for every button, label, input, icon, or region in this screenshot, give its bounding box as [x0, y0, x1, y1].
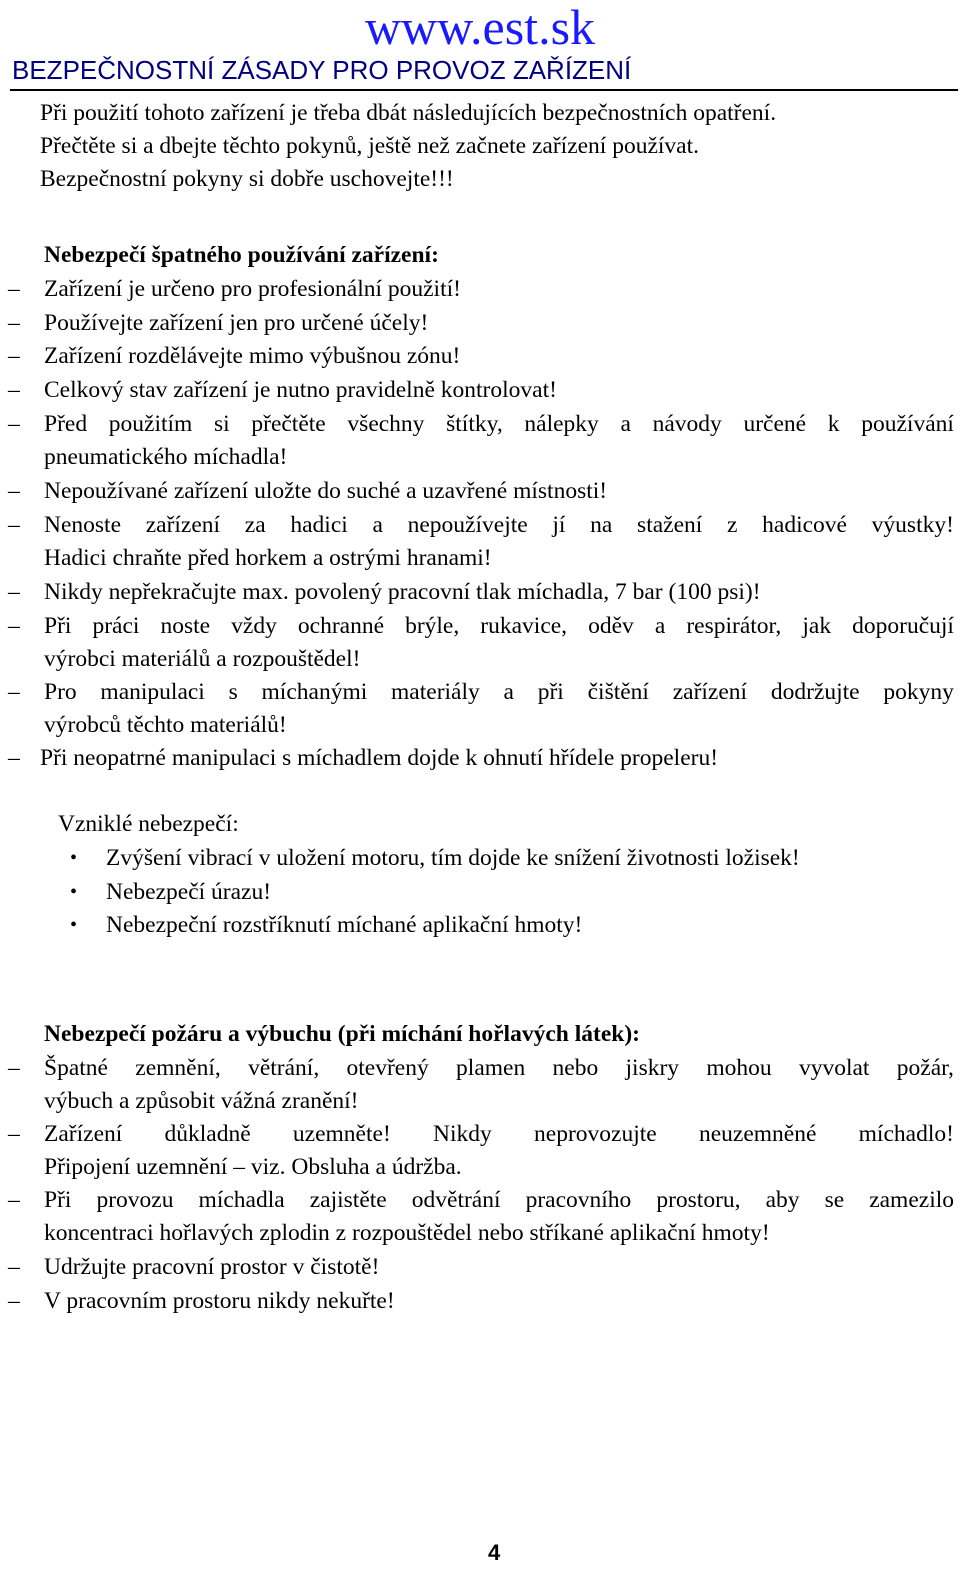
- list-item: Zařízení důkladně uzemněte! Nikdy neprovozujte neuzemněné míchadlo!: [44, 1121, 954, 1147]
- dash-marker: –: [8, 411, 20, 437]
- dash-marker: –: [8, 478, 20, 504]
- list-item: Nikdy nepřekračujte max. povolený pracovní tlak míchadla, 7 bar (100 psi)!: [44, 579, 761, 605]
- list-item: Zařízení je určeno pro profesionální použití!: [44, 276, 461, 302]
- dash-marker: –: [8, 1254, 20, 1280]
- list-item-continuation: výrobci materiálů a rozpouštědel!: [44, 646, 361, 672]
- dash-marker: –: [8, 613, 20, 639]
- dash-marker: –: [8, 579, 20, 605]
- bullet-marker: •: [70, 847, 78, 869]
- intro-line: Bezpečnostní pokyny si dobře uschovejte!!!: [40, 166, 454, 192]
- intro-line: Při použití tohoto zařízení je třeba dbát následujících bezpečnostních opatření.: [40, 100, 777, 126]
- dash-marker: –: [8, 310, 20, 336]
- list-item-continuation: Hadici chraňte před horkem a ostrými hranami!: [44, 545, 492, 571]
- list-item-continuation: Připojení uzemnění – viz. Obsluha a údržba.: [44, 1154, 462, 1180]
- dash-marker: –: [8, 512, 20, 538]
- list-item: V pracovním prostoru nikdy nekuřte!: [44, 1288, 395, 1314]
- list-item: Udržujte pracovní prostor v čistotě!: [44, 1254, 380, 1280]
- list-item: Nepoužívané zařízení uložte do suché a uzavřené místnosti!: [44, 478, 608, 504]
- dash-marker: –: [8, 377, 20, 403]
- title-divider: [10, 89, 958, 91]
- list-item: Při neopatrné manipulaci s míchadlem dojde k ohnutí hřídele propeleru!: [40, 745, 719, 771]
- list-item: Při provozu míchadla zajistěte odvětrání pracovního prostoru, aby se zamezilo: [44, 1187, 954, 1213]
- dash-marker: –: [8, 1055, 20, 1081]
- list-item: Nenoste zařízení za hadici a nepoužívejte jí na stažení z hadicové výustky!: [44, 512, 954, 538]
- bullet-item: Nebezpeční rozstříknutí míchané aplikační hmoty!: [106, 912, 583, 938]
- site-url: www.est.sk: [364, 0, 596, 55]
- dash-marker: –: [8, 1121, 20, 1147]
- page-title: BEZPEČNOSTNÍ ZÁSADY PRO PROVOZ ZAŘÍZENÍ: [12, 55, 632, 85]
- list-item: Pro manipulaci s míchanými materiály a při čištění zařízení dodržujte pokyny: [44, 679, 954, 705]
- section-heading: Nebezpečí požáru a výbuchu (při míchání hořlavých látek):: [44, 1021, 640, 1047]
- bullet-marker: •: [70, 881, 78, 903]
- bullet-item: Zvýšení vibrací v uložení motoru, tím dojde ke snížení životnosti ložisek!: [106, 845, 800, 871]
- list-item: Špatné zemnění, větrání, otevřený plamen nebo jiskry mohou vyvolat požár,: [44, 1055, 954, 1081]
- dash-marker: –: [8, 1187, 20, 1213]
- page-number: 4: [488, 1540, 501, 1565]
- list-item-continuation: pneumatického míchadla!: [44, 444, 288, 470]
- dash-marker: –: [8, 679, 20, 705]
- list-item-continuation: výrobců těchto materiálů!: [44, 712, 287, 738]
- dash-marker: –: [8, 745, 20, 771]
- dash-marker: –: [8, 1288, 20, 1314]
- list-item: Při práci noste vždy ochranné brýle, rukavice, oděv a respirátor, jak doporučují: [44, 613, 954, 639]
- list-item-continuation: výbuch a způsobit vážná zranění!: [44, 1088, 359, 1114]
- bullet-marker: •: [70, 914, 78, 936]
- list-item: Používejte zařízení jen pro určené účely!: [44, 310, 429, 336]
- list-item: Před použitím si přečtěte všechny štítky, nálepky a návody určené k používání: [44, 411, 954, 437]
- danger-heading: Vzniklé nebezpečí:: [58, 811, 239, 837]
- intro-line: Přečtěte si a dbejte těchto pokynů, ještě než začnete zařízení používat.: [40, 133, 699, 159]
- list-item: Celkový stav zařízení je nutno pravidelně kontrolovat!: [44, 377, 557, 403]
- bullet-item: Nebezpečí úrazu!: [106, 879, 272, 905]
- dash-marker: –: [8, 343, 20, 369]
- list-item-continuation: koncentraci hořlavých zplodin z rozpouštědel nebo stříkané aplikační hmoty!: [44, 1220, 770, 1246]
- list-item: Zařízení rozdělávejte mimo výbušnou zónu!: [44, 343, 461, 369]
- dash-marker: –: [8, 276, 20, 302]
- section-heading: Nebezpečí špatného používání zařízení:: [44, 242, 439, 268]
